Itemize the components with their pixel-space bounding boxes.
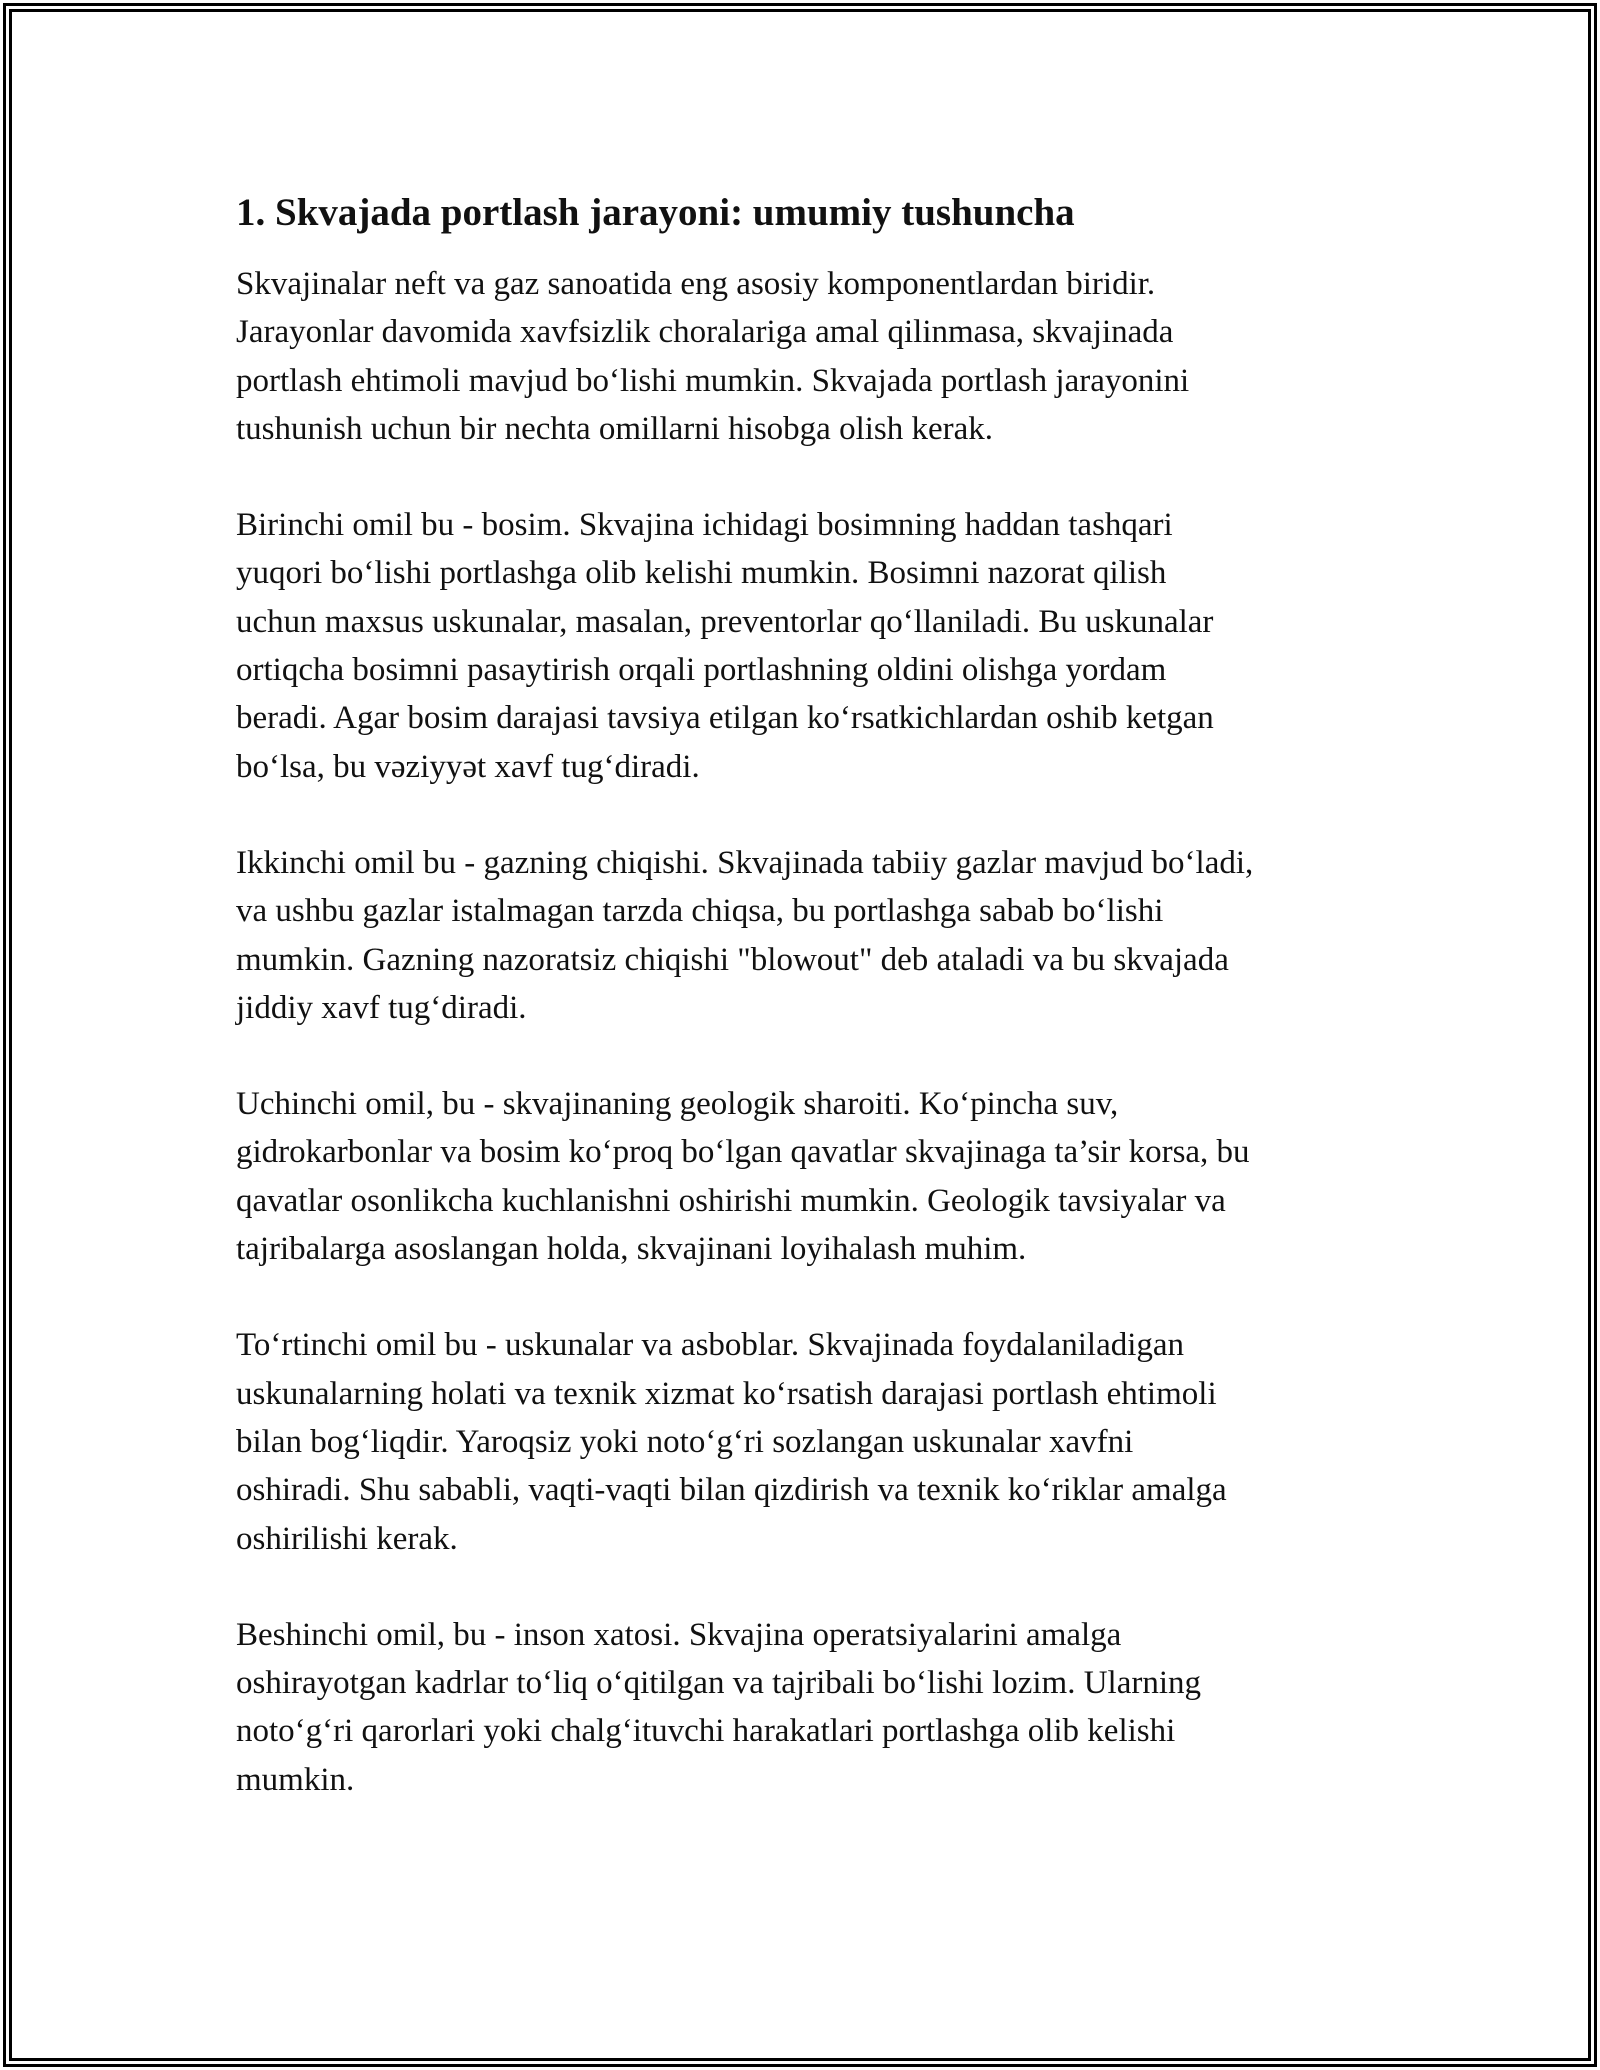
text-line: noto‘g‘ri qarorlari yoki chalg‘ituvchi harakatlari portlashga olib kelishi — [236, 1713, 1176, 1750]
text-line: mumkin. — [236, 1761, 355, 1798]
text-line: Ikkinchi omil bu - gazning chiqishi. Skvajinada tabiiy gazlar mavjud bo‘ladi, — [236, 844, 1254, 881]
paragraph-factor-geology — [236, 1080, 1396, 1273]
text-line: oshirayotgan kadrlar to‘liq o‘qitilgan va tajribali bo‘lishi lozim. Ularning — [236, 1665, 1202, 1702]
text-line: va ushbu gazlar istalmagan tarzda chiqsa, bu portlashga sabab bo‘lishi — [236, 893, 1164, 930]
text-line: gidrokarbonlar va bosim ko‘proq bo‘lgan qavatlar skvajinaga ta’sir korsa, bu — [236, 1134, 1250, 1171]
text-line: uskunalarning holati va texnik xizmat ko‘rsatish darajasi portlash ehtimoli — [236, 1375, 1217, 1412]
text-line: Beshinchi omil, bu - inson xatosi. Skvajina operatsiyalarini amalga — [236, 1616, 1122, 1653]
text-line: mumkin. Gazning nazoratsiz chiqishi "blowout" deb ataladi va bu skvajada — [236, 941, 1229, 978]
text-line: tajribalarga asoslangan holda, skvajinani loyihalash muhim. — [236, 1231, 1027, 1268]
section-heading: 1. Skvajada portlash jarayoni: umumiy tushuncha — [236, 191, 1075, 234]
document-body — [236, 186, 1396, 1852]
paragraph-intro — [236, 260, 1396, 453]
paragraph-factor-pressure — [236, 501, 1396, 791]
text-line: portlash ehtimoli mavjud bo‘lishi mumkin. Skvajada portlash jarayonini — [236, 362, 1190, 399]
paragraph-factor-human-error — [236, 1611, 1396, 1804]
text-line: Jarayonlar davomida xavfsizlik choralariga amal qilinmasa, skvajinada — [236, 314, 1174, 351]
text-line: tushunish uchun bir nechta omillarni hisobga olish kerak. — [236, 410, 994, 447]
text-line: uchun maxsus uskunalar, masalan, preventorlar qo‘llaniladi. Bu uskunalar — [236, 603, 1214, 640]
text-line: Skvajinalar neft va gaz sanoatida eng asosiy komponentlardan biridir. — [236, 266, 1156, 302]
text-line: oshirilishi kerak. — [236, 1520, 458, 1557]
text-line: qavatlar osonlikcha kuchlanishni oshirishi mumkin. Geologik tavsiyalar va — [236, 1182, 1226, 1219]
text-line: Uchinchi omil, bu - skvajinaning geologik sharoiti. Ko‘pincha suv, — [236, 1086, 1119, 1123]
text-line: bo‘lsa, bu vəziyyət xavf tug‘diradi. — [236, 748, 700, 785]
text-line: To‘rtinchi omil bu - uskunalar va asboblar. Skvajinada foydalaniladigan — [236, 1327, 1185, 1364]
text-line: jiddiy xavf tug‘diradi. — [236, 989, 527, 1026]
text-line: oshiradi. Shu sababli, vaqti-vaqti bilan qizdirish va texnik ko‘riklar amalga — [236, 1472, 1227, 1509]
paragraph-factor-gas — [236, 839, 1396, 1032]
text-line: ortiqcha bosimni pasaytirish orqali portlashning oldini olishga yordam — [236, 652, 1167, 689]
text-line: beradi. Agar bosim darajasi tavsiya etilgan ko‘rsatkichlardan oshib ketgan — [236, 700, 1214, 737]
paragraph-factor-equipment — [236, 1321, 1396, 1562]
text-line: yuqori bo‘lishi portlashga olib kelishi mumkin. Bosimni nazorat qilish — [236, 555, 1167, 592]
text-line: Birinchi omil bu - bosim. Skvajina ichidagi bosimning haddan tashqari — [236, 507, 1173, 544]
text-line: bilan bog‘liqdir. Yaroqsiz yoki noto‘g‘ri sozlangan uskunalar xavfni — [236, 1423, 1134, 1460]
